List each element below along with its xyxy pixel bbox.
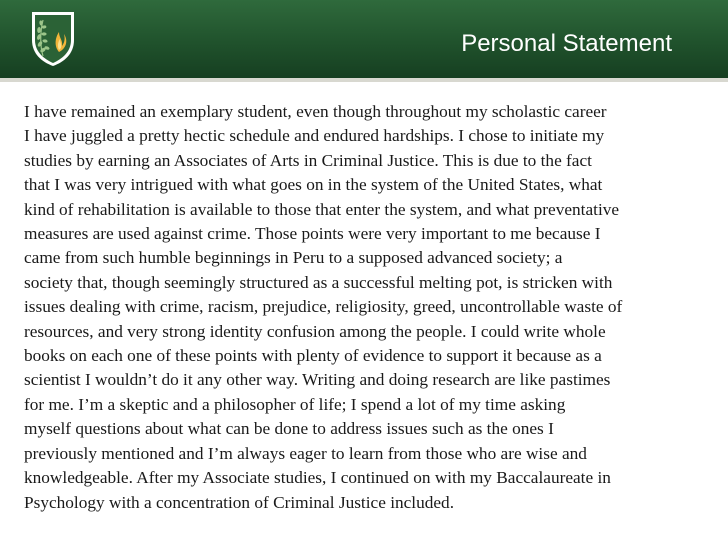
- statement-line: Psychology with a concentration of Criminal Justice included.: [24, 492, 455, 512]
- statement-line: kind of rehabilitation is available to those that enter the system, and what preventative: [24, 199, 620, 219]
- statement-line: society that, though seemingly structured as a successful melting pot, is stricken with: [24, 272, 613, 292]
- statement-line: myself questions about what can be done to address issues such as the ones I: [24, 419, 554, 439]
- statement-line: I have remained an exemplary student, even though throughout my scholastic career: [24, 102, 607, 121]
- statement-line: came from such humble beginnings in Peru to a supposed advanced society; a: [24, 248, 563, 268]
- page-title: Personal Statement: [461, 30, 672, 57]
- shield-laurel-logo-icon: [28, 10, 78, 68]
- statement-line: previously mentioned and I’m always eager to learn from those who are wise and: [24, 443, 587, 463]
- statement-line: books on each one of these points with plenty of evidence to support it because as a: [24, 346, 602, 366]
- statement-line: resources, and very strong identity confusion among the people. I could write whole: [24, 321, 606, 341]
- statement-line: measures are used against crime. Those points were very important to me because I: [24, 224, 601, 244]
- statement-paragraph: [24, 100, 714, 515]
- statement-line: knowledgeable. After my Associate studies, I continued on with my Baccalaureate in: [24, 468, 611, 488]
- statement-line: I have juggled a pretty hectic schedule and endured hardships. I chose to initiate my: [24, 126, 605, 146]
- header-divider: [0, 78, 728, 82]
- slide-header: [0, 0, 728, 78]
- statement-line: for me. I’m a skeptic and a philosopher of life; I spend a lot of my time asking: [24, 394, 566, 414]
- statement-line: that I was very intrigued with what goes on in the system of the United States, what: [24, 175, 603, 195]
- statement-line: scientist I wouldn’t do it any other way. Writing and doing research are like pastimes: [24, 370, 611, 390]
- statement-line: issues dealing with crime, racism, prejudice, religiosity, greed, uncontrollable waste of: [24, 297, 623, 317]
- statement-line: studies by earning an Associates of Arts in Criminal Justice. This is due to the fact: [24, 150, 592, 170]
